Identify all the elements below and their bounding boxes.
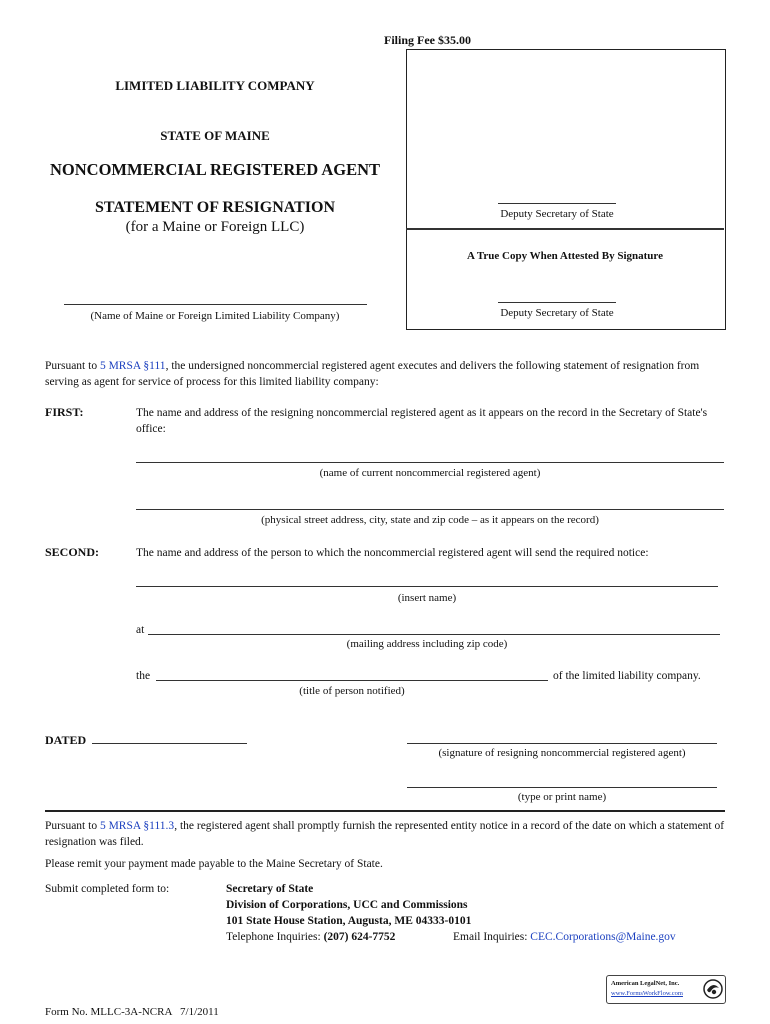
agent-signature-label: (signature of resigning noncommercial registered agent) bbox=[438, 747, 686, 759]
dated-field[interactable] bbox=[92, 743, 247, 744]
header-line-llc: LIMITED LIABILITY COMPANY bbox=[115, 78, 315, 93]
filing-stamp-box bbox=[406, 49, 726, 330]
submit-label: Submit completed form to: bbox=[45, 883, 170, 895]
phone-label: Telephone Inquiries: bbox=[226, 931, 321, 943]
submit-addr-3: 101 State House Station, Augusta, ME 04333-0101 bbox=[226, 915, 472, 927]
notify-name-field[interactable] bbox=[136, 586, 718, 587]
print-name-field[interactable] bbox=[407, 787, 717, 788]
notify-title-field[interactable] bbox=[156, 680, 548, 681]
notice-suffix: , the registered agent shall promptly furnish the represented entity notice in a record of the date on which a statement of resignation was filed. bbox=[45, 820, 725, 848]
legalnet-logo-icon bbox=[703, 979, 723, 999]
notify-name-label: (insert name) bbox=[397, 592, 457, 604]
deputy-signature-line-2 bbox=[498, 302, 616, 303]
first-label: FIRST: bbox=[45, 405, 84, 419]
legalnet-badge[interactable] bbox=[606, 975, 726, 1004]
notify-address-label: (mailing address including zip code) bbox=[346, 638, 508, 650]
notice-paragraph bbox=[45, 818, 730, 850]
print-name-label: (type or print name) bbox=[517, 791, 607, 803]
email-link[interactable]: CEC.Corporations@Maine.gov bbox=[530, 931, 676, 943]
agent-name-field[interactable] bbox=[136, 462, 724, 463]
agent-address-field[interactable] bbox=[136, 509, 724, 510]
second-text: The name and address of the person to which the noncommercial registered agent will send the required notice: bbox=[136, 547, 649, 559]
dated-label: DATED bbox=[45, 733, 87, 747]
company-name-field[interactable] bbox=[64, 304, 367, 305]
agent-name-label: (name of current noncommercial registered agent) bbox=[319, 467, 541, 479]
badge-url: www.FormsWorkFlow.com bbox=[611, 990, 683, 997]
first-text: The name and address of the resigning noncommercial registered agent as it appears on the record in the Secretary of State's office: bbox=[136, 407, 708, 435]
submit-addr-2: Division of Corporations, UCC and Commissions bbox=[226, 899, 468, 911]
page-title: NONCOMMERCIAL REGISTERED AGENT bbox=[50, 160, 381, 179]
email-line bbox=[453, 929, 676, 945]
notice-prefix: Pursuant to bbox=[45, 820, 100, 832]
deputy-label-2: Deputy Secretary of State bbox=[500, 307, 614, 319]
section-divider bbox=[45, 810, 725, 812]
phone-number: (207) 624-7752 bbox=[323, 931, 396, 943]
statute-link-111-3[interactable]: 5 MRSA §111.3 bbox=[99, 820, 175, 832]
stamp-divider bbox=[406, 228, 724, 230]
header-line-state: STATE OF MAINE bbox=[160, 128, 270, 143]
notify-address-field[interactable] bbox=[148, 634, 720, 635]
at-prefix: at bbox=[136, 624, 145, 636]
submit-addr-1: Secretary of State bbox=[226, 883, 314, 895]
company-name-label: (Name of Maine or Foreign Limited Liability Company) bbox=[90, 310, 340, 322]
second-label: SECOND: bbox=[45, 545, 100, 559]
the-prefix: the bbox=[136, 670, 151, 682]
the-suffix: of the limited liability company. bbox=[553, 670, 701, 682]
page-subtitle-2: (for a Maine or Foreign LLC) bbox=[125, 219, 305, 235]
intro-paragraph bbox=[45, 358, 730, 390]
phone-line bbox=[226, 929, 395, 945]
true-copy-text: A True Copy When Attested By Signature bbox=[467, 250, 663, 262]
email-label: Email Inquiries: bbox=[453, 931, 528, 943]
deputy-label-1: Deputy Secretary of State bbox=[500, 208, 614, 220]
agent-address-label: (physical street address, city, state and zip code – as it appears on the record) bbox=[261, 514, 599, 526]
agent-signature-field[interactable] bbox=[407, 743, 717, 744]
notify-title-label: (title of person notified) bbox=[299, 685, 405, 697]
page-subtitle: STATEMENT OF RESIGNATION bbox=[94, 199, 336, 216]
intro-prefix: Pursuant to bbox=[45, 360, 100, 372]
badge-company: American LegalNet, Inc. bbox=[611, 980, 680, 987]
deputy-signature-line-1 bbox=[498, 203, 616, 204]
filing-fee: Filing Fee $35.00 bbox=[384, 33, 471, 47]
intro-suffix: , the undersigned noncommercial registered agent executes and delivers the following statement of resignation from serving as agent for service of process for this limited liability company: bbox=[45, 360, 700, 388]
remit-text: Please remit your payment made payable to the Maine Secretary of State. bbox=[45, 858, 383, 870]
form-number: Form No. MLLC-3A-NCRA 7/1/2011 bbox=[45, 1006, 219, 1018]
statute-link-111[interactable]: 5 MRSA §111 bbox=[99, 360, 166, 372]
